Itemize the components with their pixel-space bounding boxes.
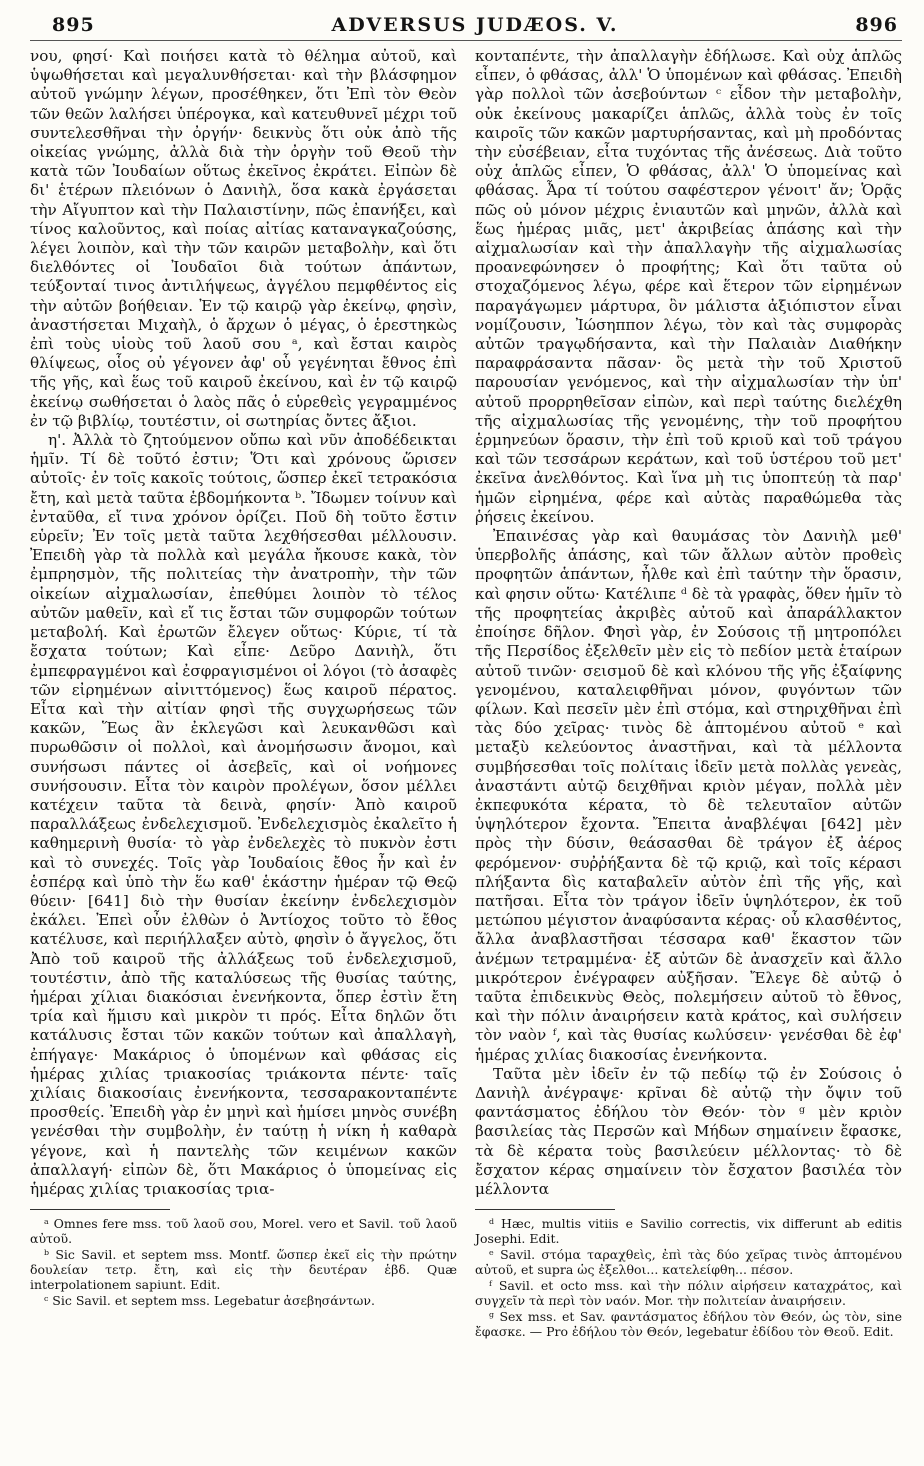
paragraph: Ταῦτα μὲν ἰδεῖν ἐν τῷ πεδίῳ τῷ ἐν Σούσοις ὁ Δανιὴλ ἀνέγραψε· κρῖναι δὲ αὐτῷ τὴν ὄψιν τοῦ φαντάσματος ἐδήλου τὸν Θεόν· τὸν ᵍ μὲν κριὸν βασιλείας τὰς Περσῶν καὶ Μήδων σημαίνειν ἔφασκε, τὰ δὲ κέρατα τοὺς βασιλεύειν μέλλοντας· τὸ δὲ ἔσχατον κέρας σημαίνειν τὸν ἔσχατον βασιλέα τὸν μέλλοντα <box>475 1064 902 1198</box>
left-column <box>30 47 457 1340</box>
text-columns <box>30 47 902 1340</box>
footnote: ᵍ Sex mss. et Sav. φαντάσματος ἐδήλου τὸν Θεόν, ὡς τὸν, sine ἔφασκε. — Pro ἐδήλου τὸν Θεόν, legebatur ἐδίδου τὸν Θεοῦ. Edit. <box>475 1309 902 1340</box>
footnote: ᵃ Omnes fere mss. τοῦ λαοῦ σου, Morel. vero et Savil. τοῦ λαοῦ αὐτοῦ. <box>30 1216 457 1247</box>
right-column <box>475 47 902 1340</box>
footnote: ᶠ Savil. et octo mss. καὶ τὴν πόλιν αἱρήσειν καταχράτος, καὶ συγχεῖν τὰ περὶ τὸν ναόν. Mor. τὴν πολιτείαν ἀναιρήσειν. <box>475 1278 902 1309</box>
footnote: ᵈ Hæc, multis vitiis e Savilio correctis, vix differunt ab editis Josephi. Edit. <box>475 1216 902 1247</box>
footnote-rule <box>30 1209 170 1210</box>
running-head <box>30 14 902 41</box>
paragraph: Ἐπαινέσας γὰρ καὶ θαυμάσας τὸν Δανιὴλ μεθ' ὑπερβολῆς ἁπάσης, καὶ τῶν ἄλλων αὐτὸν προθεὶς προφητῶν ἁπάντων, ἦλθε καὶ ἐπὶ ταύτην τὴν ὅρασιν, καὶ φησιν οὕτω· Κατέλιπε ᵈ δὲ τὰ γραφὰς, ὅθεν ἡμῖν τὸ τῆς προφητείας ἀκριβὲς αὐτοῦ καὶ ἀπαράλλακτον ἐποίησε δῆλον. Φησὶ γὰρ, ἐν Σούσοις τῇ μητροπόλει τῆς Περσίδος ἐξελθεῖν μὲν εἰς τὸ πεδίον μετὰ ἑταίρων αὐτοῦ τινῶν· σεισμοῦ δὲ καὶ κλόνου τῆς γῆς ἐξαίφνης γενομένου, καταλειφθῆναι μόνον, φυγόντων τῶν φίλων. Καὶ πεσεῖν μὲν ἐπὶ στόμα, καὶ στηριχθῆναι ἐπὶ τὰς δύο χεῖρας· τινὸς δὲ ἁπτομένου αὐτοῦ ᵉ καὶ μεταξὺ κελεύοντος ἀναστῆναι, καὶ τὰ μέλλοντα συμβήσεσθαι τοῖς πολίταις ἰδεῖν μετὰ πολλὰς γενεὰς, ἀναστάντι αὐτῷ δειχθῆναι κριὸν μέγαν, πολλὰ μὲν ἐκπεφυκότα κέρατα, τὸ δὲ τελευταῖον αὐτῶν ὑψηλότερον ἔχοντα. Ἔπειτα ἀναβλέψαι [642] μὲν πρὸς τὴν δύσιν, θεάσασθαι δὲ τράγον ἐξ ἀέρος φερόμενον· συῤῥήξαντα δὲ τῷ κριῷ, καὶ τοῖς κέρασι πλήξαντα δὶς καταβαλεῖν αὐτὸν ἐπὶ τῆς γῆς, καὶ πατῆσαι. Εἶτα τὸν τράγον ἰδεῖν ὑψηλότερον, ἐκ τοῦ μετώπου μέγιστον ἀναφύσαντα κέρας· οὗ κλασθέντος, ἄλλα ἀναβλαστῆσαι τέσσαρα καθ' ἕκαστον τῶν ἀνέμων τετραμμένα· ἐξ αὐτῶν δὲ ἀνασχεῖν καὶ ἄλλο μικρότερον ἐνέγραφεν αὐξῆσαν. Ἔλεγε δὲ αὐτῷ ὁ ταῦτα ἐπιδεικνὺς Θεὸς, πολεμήσειν αὐτοῦ τὸ ἔθνος, καὶ τὴν πόλιν ἀναιρήσειν κατὰ κράτος, καὶ συλήσειν τὸν ναὸν ᶠ, καὶ τὰς θυσίας κωλύσειν· γενέσθαι δὲ ἐφ' ἡμέρας χιλίας διακοσίας ἐνενήκοντα. <box>475 527 902 1064</box>
footnotes-left <box>30 1216 457 1308</box>
paragraph: νου, φησί· Καὶ ποιήσει κατὰ τὸ θέλημα αὐτοῦ, καὶ ὑψωθήσεται καὶ μεγαλυνθήσεται· καὶ τὴν βλάσφημον αὐτοῦ γνώμην λέγων, προσέθηκεν, ὅτι Ἐπὶ τὸν Θεὸν τῶν θεῶν λαλήσει ὑπέρογκα, καὶ κατευθυνεῖ μέχρι τοῦ συντελεσθῆναι τὴν ὀργήν· δεικνὺς ὅτι οὐκ ἀπὸ τῆς οἰκείας γνώμης, ἀλλὰ διὰ τὴν ὀργὴν τοῦ Θεοῦ τὴν κατὰ τῶν Ἰουδαίων οὕτως ἐκεῖνος ἐκράτει. Εἰπὼν δὲ δι' ἑτέρων πλειόνων ὁ Δανιὴλ, ὅσα κακὰ ἐργάσεται τὴν Αἴγυπτον καὶ τὴν Παλαιστίνην, πῶς ἐπανήξει, καὶ τίνος καλοῦντος, καὶ ποίας αἰτίας καταναγκαζούσης, λέγει λοιπὸν, καὶ τὴν τῶν καιρῶν μεταβολὴν, καὶ ὅτι διελθόντες οἱ Ἰουδαῖοι διὰ τούτων ἁπάντων, τεύξονταί τινος ἀντιλήψεως, ἀγγέλου πεμφθέντος εἰς τὴν αὐτῶν βοήθειαν. Ἐν τῷ καιρῷ γὰρ ἐκείνῳ, φησὶν, ἀναστήσεται Μιχαὴλ, ὁ ἄρχων ὁ μέγας, ὁ ἑρεστηκὼς ἐπὶ τοὺς υἱοὺς τοῦ λαοῦ σου ᵃ, καὶ ἔσται καιρὸς θλίψεως, οἷος οὐ γέγονεν ἀφ' οὗ γεγένηται ἔθνος ἐπὶ τῆς γῆς, καὶ ἕως τοῦ καιροῦ ἐκείνου, καὶ ἐν τῷ καιρῷ ἐκείνῳ σωθήσεται ὁ λαὸς πᾶς ὁ εὑρεθεὶς γεγραμμένος ἐν τῷ βιβλίῳ, τουτέστιν, οἱ σωτηρίας ὄντες ἄξιοι. <box>30 47 457 430</box>
footnotes-right <box>475 1216 902 1339</box>
footnote: ᶜ Sic Savil. et septem mss. Legebatur ἀσεβησάντων. <box>44 1293 375 1309</box>
footnote: ᵉ Savil. στόμα ταραχθεὶς, ἐπὶ τὰς δύο χεῖρας τινὸς ἁπτομένου αὐτοῦ, et supra ὡς ἐξελθοι... κατελείφθη... πέσον. <box>475 1247 902 1278</box>
paragraph: η'. Ἀλλὰ τὸ ζητούμενον οὔπω καὶ νῦν ἀποδέδεικται ἡμῖν. Τί δὲ τοῦτό ἐστιν; Ὅτι καὶ χρόνους ὥρισεν αὐτοῖς· ἐν τοῖς κακοῖς τούτοις, ὥσπερ ἐκεῖ τετρακόσια ἔτη, καὶ μετὰ ταῦτα ἑβδομήκοντα ᵇ. Ἴδωμεν τοίνυν καὶ ἐνταῦθα, εἴ τινα χρόνον ὁρίζει. Ποῦ δὴ τοῦτο ἔστιν εὑρεῖν; Ἐν τοῖς μετὰ ταῦτα λεχθήσεσθαι μέλλουσιν. Ἐπειδὴ γὰρ τὰ πολλὰ καὶ μεγάλα ἤκουσε κακὰ, τὸν ἐμπρησμὸν, τῆς πολιτείας τὴν ἀνατροπὴν, τὴν τῶν οἰκείων αἰχμαλωσίαν, ἐπεθύμει λοιπὸν τὸ τέλος αὐτῶν μαθεῖν, καὶ εἴ τις ἔσται τῶν συμφορῶν τούτων μεταβολή. Καὶ ἐρωτῶν ἔλεγεν οὕτως· Κύριε, τί τὰ ἔσχατα τούτων; Καὶ εἶπε· Δεῦρο Δανιὴλ, ὅτι ἐμπεφραγμένοι καὶ ἐσφραγισμένοι οἱ λόγοι (τὸ ἀσαφὲς τῶν εἰρημένων αἰνιττόμενος) ἕως καιροῦ πέρατος. Εἶτα καὶ τὴν αἰτίαν φησὶ τῆς συγχωρήσεως τῶν κακῶν, Ἕως ἂν ἐκλεγῶσι καὶ λευκανθῶσι καὶ πυρωθῶσιν οἱ πολλοὶ, καὶ ἀνομήσωσιν ἄνομοι, καὶ συνήσωσι πάντες οἱ ἀσεβεῖς, καὶ οἱ νοήμονες συνήσουσιν. Εἶτα τὸν καιρὸν προλέγων, ὅσον μέλλει κατέχειν ταῦτα τὰ δεινὰ, φησίν· Ἀπὸ καιροῦ παραλλάξεως ἐνδελεχισμοῦ. Ἐνδελεχισμὸς ἐκαλεῖτο ἡ καθημερινὴ θυσία· τὸ γὰρ ἐνδελεχὲς τὸ πυκνὸν ἐστι καὶ τὸ συνεχές. Τοῖς γὰρ Ἰουδαίοις ἔθος ἦν καὶ ἐν ἑσπέρᾳ καὶ ὑπὸ τὴν ἕω καθ' ἑκάστην ἡμέραν τῷ Θεῷ θύειν· [641] διὸ τὴν θυσίαν ἐκείνην ἐνδελεχισμὸν ἐκάλει. Ἐπεὶ οὖν ἐλθὼν ὁ Ἀντίοχος τοῦτο τὸ ἔθος κατέλυσε, καὶ περιήλλαξεν αὐτὸ, φησὶν ὁ ἄγγελος, ὅτι Ἀπὸ τοῦ καιροῦ τῆς ἀλλάξεως τοῦ ἐνδελεχισμοῦ, τουτέστιν, ἀπὸ τῆς καταλύσεως τῆς θυσίας ταύτης, ἡμέραι χίλιαι διακόσιαι ἐνενήκοντα, ὅπερ ἐστὶν ἔτη τρία καὶ ἥμισυ καὶ μικρὸν τι πρός. Εἶτα δηλῶν ὅτι κατάλυσις ἔσται τῶν κακῶν τούτων καὶ ἀπαλλαγὴ, ἐπήγαγε· Μακάριος ὁ ὑπομένων καὶ φθάσας εἰς ἡμέρας χιλίας τριακοσίας τριάκοντα πέντε· ταῖς χιλίαις διακοσίαις ἐνενήκοντα, τεσσαρακονταπέντε προσθείς. Ἐπειδὴ γὰρ ἐν μηνὶ καὶ ἡμίσει μηνὸς συνέβη γενέσθαι τὴν συμβολὴν, ἐν ταύτῃ ἡ νίκη ἡ καθαρὰ γέγονε, καὶ ἡ παντελὴς τῶν κειμένων κακῶν ἀπαλλαγή· εἰπὼν δὲ, ὅτι Μακάριος ὁ ὑπομείνας εἰς ἡμέρας χιλίας τριακοσίας τρια- <box>30 431 457 1198</box>
paragraph: κονταπέντε, τὴν ἀπαλλαγὴν ἐδήλωσε. Καὶ οὐχ ἁπλῶς εἶπεν, ὁ φθάσας, ἀλλ' Ὁ ὑπομένων καὶ φθάσας. Ἐπειδὴ γὰρ πολλοὶ τῶν ἀσεβούντων ᶜ εἶδον τὴν μεταβολὴν, οὐκ ἐκείνους μακαρίζει ἁπλῶς, ἀλλὰ τοὺς ἐν τοῖς καιροῖς τῶν κακῶν μαρτυρήσαντας, καὶ μὴ προδόντας τὴν εὐσέβειαν, εἶτα τυχόντας τῆς ἀνέσεως. Διὰ τοῦτο οὐχ ἁπλῶς εἶπεν, Ὁ φθάσας, ἀλλ' Ὁ ὑπομείνας καὶ φθάσας. Ἆρα τί τούτου σαφέστερον γένοιτ' ἄν; Ὁρᾷς πῶς οὐ μόνον μέχρις ἐνιαυτῶν καὶ μηνῶν, ἀλλὰ καὶ ἕως ἡμέρας μιᾶς, μετ' ἀκριβείας ἁπάσης καὶ τὴν αἰχμαλωσίαν καὶ τὴν ἀπαλλαγὴν τῆς αἰχμαλωσίας προανεφώνησεν ὁ προφήτης; Καὶ ὅτι ταῦτα οὐ στοχαζόμενος λέγω, φέρε καὶ ἕτερον τῶν εἰρημένων παραγάγωμεν μάρτυρα, ὃν μάλιστα ἀξιόπιστον εἶναι νομίζουσιν, Ἰώσηππον λέγω, τὸν καὶ τὰς συμφορὰς αὐτῶν τραγῳδήσαντα, καὶ τὴν Παλαιὰν Διαθήκην παραφράσαντα πᾶσαν· ὃς μετὰ τὴν τοῦ Χριστοῦ παρουσίαν γενόμενος, καὶ τὴν αἰχμαλωσίαν τὴν ὑπ' αὐτοῦ προρρηθεῖσαν εἰπὼν, καὶ περὶ ταύτης διελέχθη τῆς αἰχμαλωσίας τῆς γενομένης, τὴν τοῦ προφήτου ἑρμηνεύων ὅρασιν, τὴν ἐπὶ τοῦ κριοῦ καὶ τοῦ τράγου καὶ τῶν τεσσάρων κεράτων, καὶ τοῦ ὑστέρου τοῦ μετ' ἐκεῖνα ἀνελθόντος. Καὶ ἵνα μὴ τις ὑποπτεύῃ τὰ παρ' ἡμῶν εἰρημένα, φέρε καὶ αὐτὰς παραθώμεθα τὰς ῥήσεις ἐκείνου. <box>475 47 902 526</box>
footnote-rule <box>475 1209 615 1210</box>
page-number-right: 896 <box>855 14 898 36</box>
running-title: ADVERSUS JUDÆOS. V. <box>331 14 619 36</box>
page-number-left: 895 <box>52 14 95 36</box>
footnote: ᵇ Sic Savil. et septem mss. Montf. ὥσπερ ἐκεῖ εἰς τὴν πρώτην δουλείαν τετρ. ἔτη, καὶ εἰς τὴν δευτέραν ἑβδ. Quæ interpolationem sapiunt. Edit. <box>30 1247 457 1293</box>
